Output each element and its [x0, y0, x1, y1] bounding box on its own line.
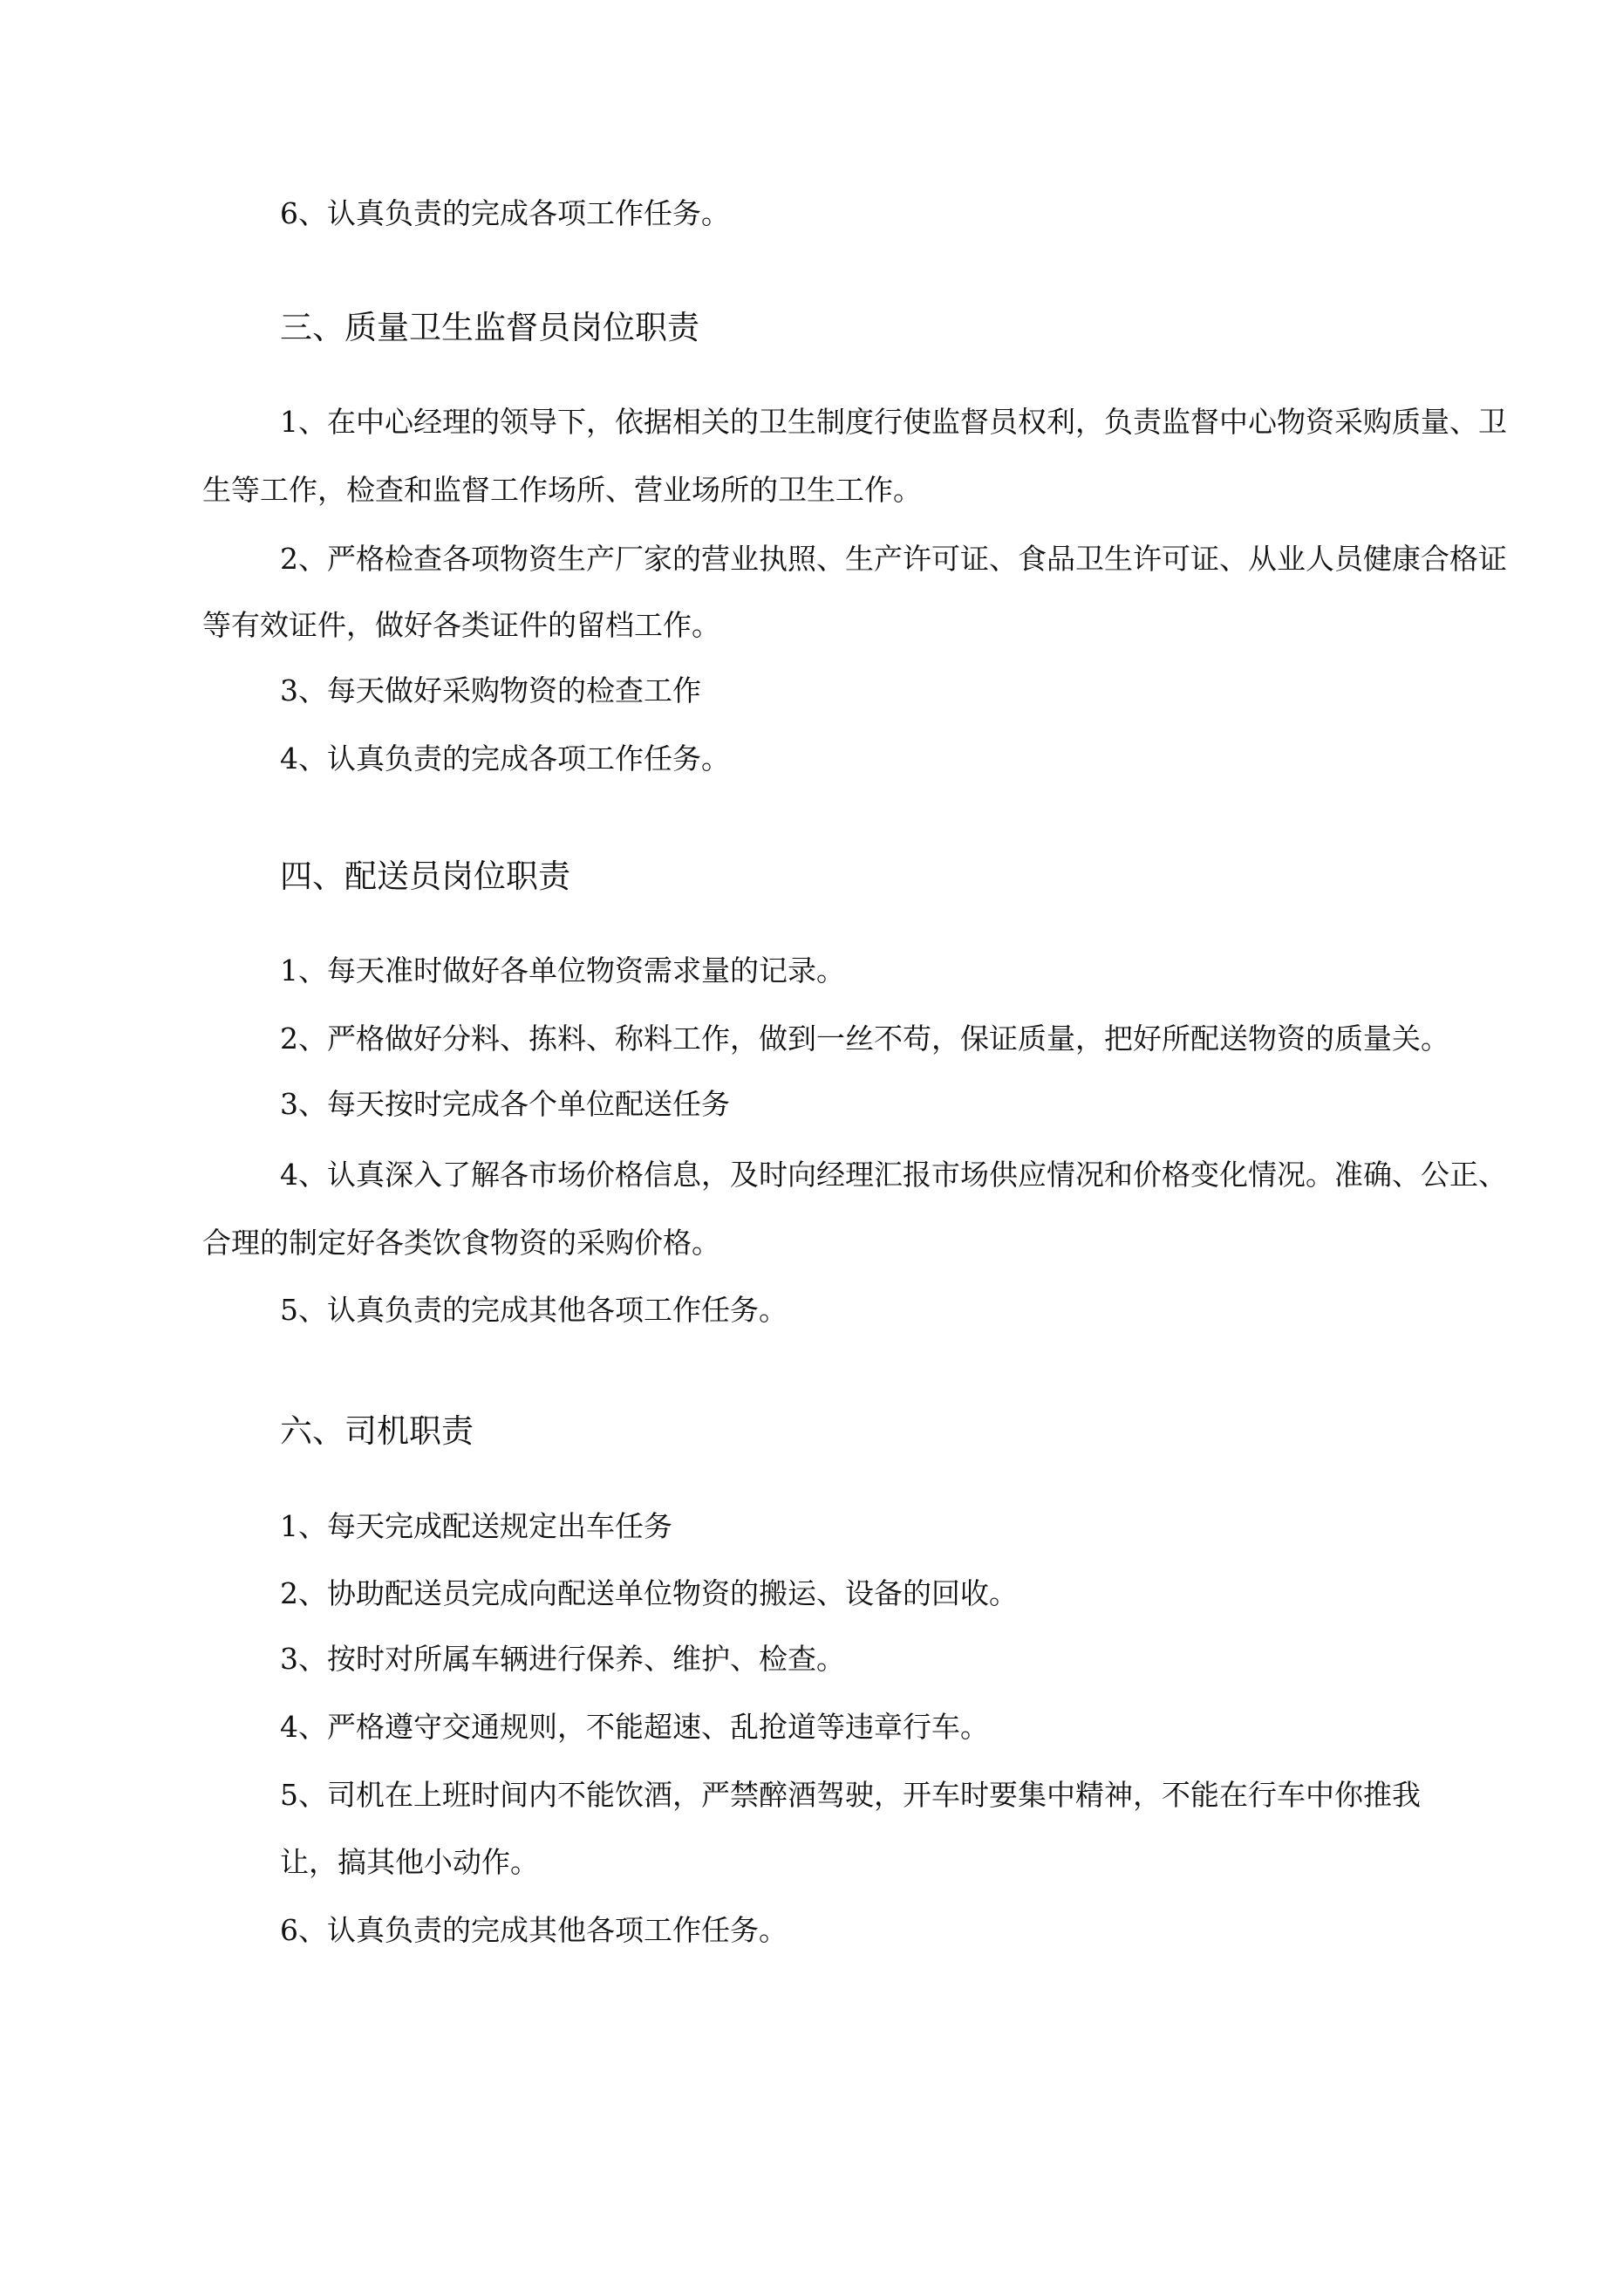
list-item: 5、认真负责的完成其他各项工作任务。	[280, 1293, 788, 1327]
list-item-continuation: 生等工作，检查和监督工作场所、营业场所的卫生工作。	[202, 473, 922, 507]
list-item: 2、严格检查各项物资生产厂家的营业执照、生产许可证、食品卫生许可证、从业人员健康合格证	[280, 542, 1507, 576]
list-item: 6、认真负责的完成其他各项工作任务。	[280, 1913, 788, 1947]
list-item-continuation: 等有效证件，做好各类证件的留档工作。	[202, 608, 720, 642]
list-item: 2、严格做好分料、拣料、称料工作，做到一丝不苟，保证质量，把好所配送物资的质量关。	[280, 1022, 1449, 1056]
list-item: 1、每天完成配送规定出车任务	[280, 1509, 672, 1543]
list-item: 4、认真深入了解各市场价格信息，及时向经理汇报市场供应情况和价格变化情况。准确、公正、	[280, 1158, 1507, 1192]
section-heading: 三、质量卫生监督员岗位职责	[280, 309, 699, 346]
list-item: 1、在中心经理的领导下，依据相关的卫生制度行使监督员权利，负责监督中心物资采购质量、卫	[280, 405, 1507, 439]
list-item: 5、司机在上班时间内不能饮酒，严禁醉酒驾驶，开车时要集中精神，不能在行车中你推我	[280, 1778, 1421, 1812]
list-item-continuation: 让，搞其他小动作。	[280, 1845, 539, 1879]
list-item: 3、每天按时完成各个单位配送任务	[280, 1087, 730, 1121]
list-item: 2、协助配送员完成向配送单位物资的搬运、设备的回收。	[280, 1576, 1018, 1610]
list-item: 3、按时对所属车辆进行保养、维护、检查。	[280, 1642, 845, 1676]
section-heading: 四、配送员岗位职责	[280, 858, 570, 895]
list-item: 1、每天准时做好各单位物资需求量的记录。	[280, 953, 845, 987]
list-item: 4、严格遵守交通规则，不能超速、乱抢道等违章行车。	[280, 1710, 989, 1744]
list-item: 4、认真负责的完成各项工作任务。	[280, 741, 730, 776]
list-item: 6、认真负责的完成各项工作任务。	[280, 196, 730, 230]
section-heading: 六、司机职责	[280, 1412, 474, 1450]
list-item: 3、每天做好采购物资的检查工作	[280, 673, 701, 707]
list-item-continuation: 合理的制定好各类饮食物资的采购价格。	[202, 1226, 720, 1260]
